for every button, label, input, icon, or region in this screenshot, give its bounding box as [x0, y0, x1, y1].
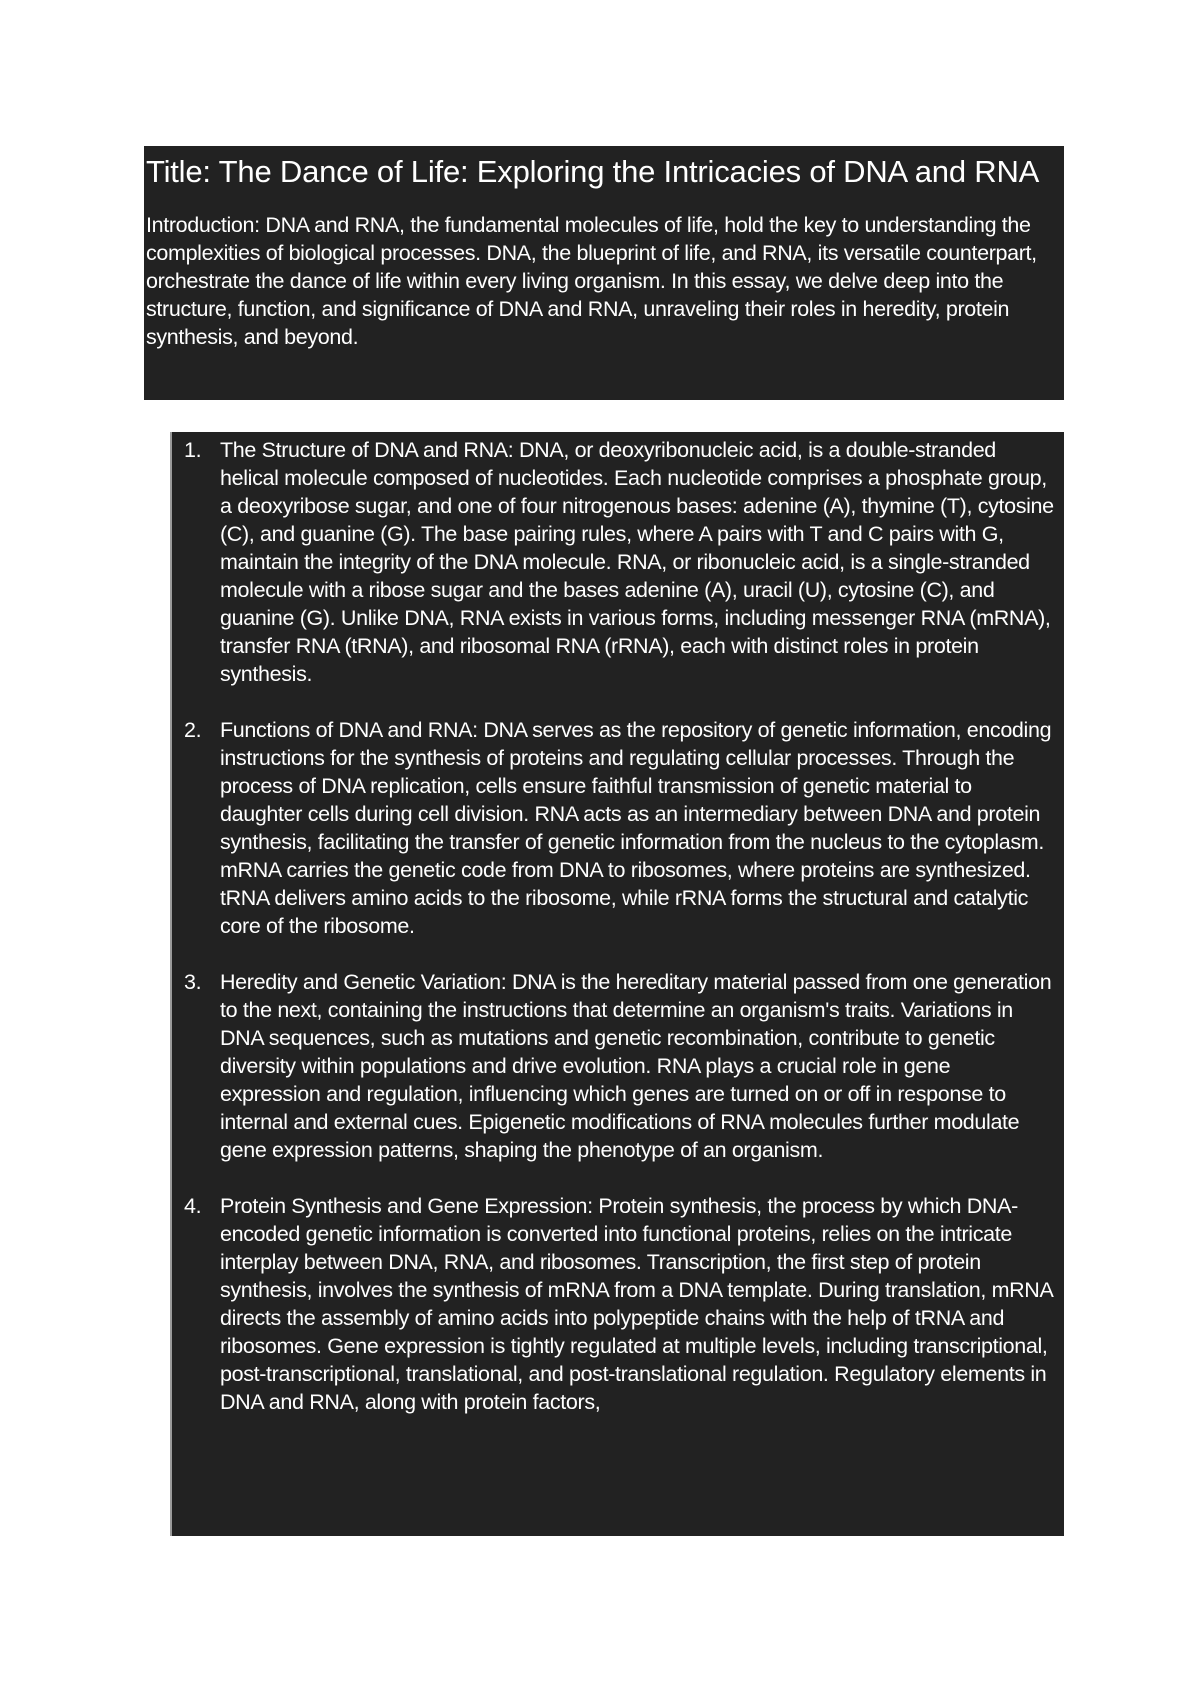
section-item-2 — [180, 716, 1056, 940]
introduction-paragraph: Introduction: DNA and RNA, the fundamental molecules of life, hold the key to understanding the complexities of biological processes. DNA, the blueprint of life, and RNA, its versatile counterpart, orchestrate the dance of life within every living organism. In this essay, we delve deep into the structure, function, and significance of DNA and RNA, unraveling their roles in heredity, protein synthesis, and beyond. — [146, 213, 1037, 349]
section-text: Heredity and Genetic Variation: DNA is the hereditary material passed from one generation to the next, containing the instructions that determine an organism's traits. Variations in DNA sequences, such as mutations and genetic recombination, contribute to genetic diversity within populations and drive evolution. RNA plays a crucial role in gene expression and regulation, influencing which genes are turned on or off in response to internal and external cues. Epigenetic modifications of RNA molecules further modulate gene expression patterns, shaping the phenotype of an organism. — [220, 970, 1052, 1162]
section-number: 1. — [184, 438, 202, 462]
document-title: Title: The Dance of Life: Exploring the Intricacies of DNA and RNA — [146, 154, 1040, 189]
section-text: The Structure of DNA and RNA: DNA, or deoxyribonucleic acid, is a double-stranded helical molecule composed of nucleotides. Each nucleotide comprises a phosphate group, a deoxyribose sugar, and one of four nitrogenous bases: adenine (A), thymine (T), cytosine (C), and guanine (G). The base pairing rules, where A pairs with T and C pairs with G, maintain the integrity of the DNA molecule. RNA, or ribonucleic acid, is a single-stranded molecule with a ribose sugar and the bases adenine (A), uracil (U), cytosine (C), and guanine (G). Unlike DNA, RNA exists in various forms, including messenger RNA (mRNA), transfer RNA (tRNA), and ribosomal RNA (rRNA), each with distinct roles in protein synthesis. — [220, 438, 1054, 686]
section-item-4 — [180, 1192, 1056, 1416]
sections-block — [170, 432, 1064, 1536]
section-item-3 — [180, 968, 1056, 1164]
section-number: 2. — [184, 718, 202, 742]
section-number: 4. — [184, 1194, 202, 1218]
section-number: 3. — [184, 970, 202, 994]
title-intro-block — [144, 146, 1064, 400]
section-item-1 — [180, 436, 1056, 688]
section-text: Functions of DNA and RNA: DNA serves as the repository of genetic information, encoding instructions for the synthesis of proteins and regulating cellular processes. Through the process of DNA replication, cells ensure faithful transmission of genetic material to daughter cells during cell division. RNA acts as an intermediary between DNA and protein synthesis, facilitating the transfer of genetic information from the nucleus to the cytoplasm. mRNA carries the genetic code from DNA to ribosomes, where proteins are synthesized. tRNA delivers amino acids to the ribosome, while rRNA forms the structural and catalytic core of the ribosome. — [220, 718, 1052, 938]
section-text: Protein Synthesis and Gene Expression: Protein synthesis, the process by which DNA-encoded genetic information is converted into functional proteins, relies on the intricate interplay between DNA, RNA, and ribosomes. Transcription, the first step of protein synthesis, involves the synthesis of mRNA from a DNA template. During translation, mRNA directs the assembly of amino acids into polypeptide chains with the help of tRNA and ribosomes. Gene expression is tightly regulated at multiple levels, including transcriptional, post-transcriptional, translational, and post-translational regulation. Regulatory elements in DNA and RNA, along with protein factors, — [220, 1194, 1053, 1414]
sections-list — [180, 436, 1056, 1416]
